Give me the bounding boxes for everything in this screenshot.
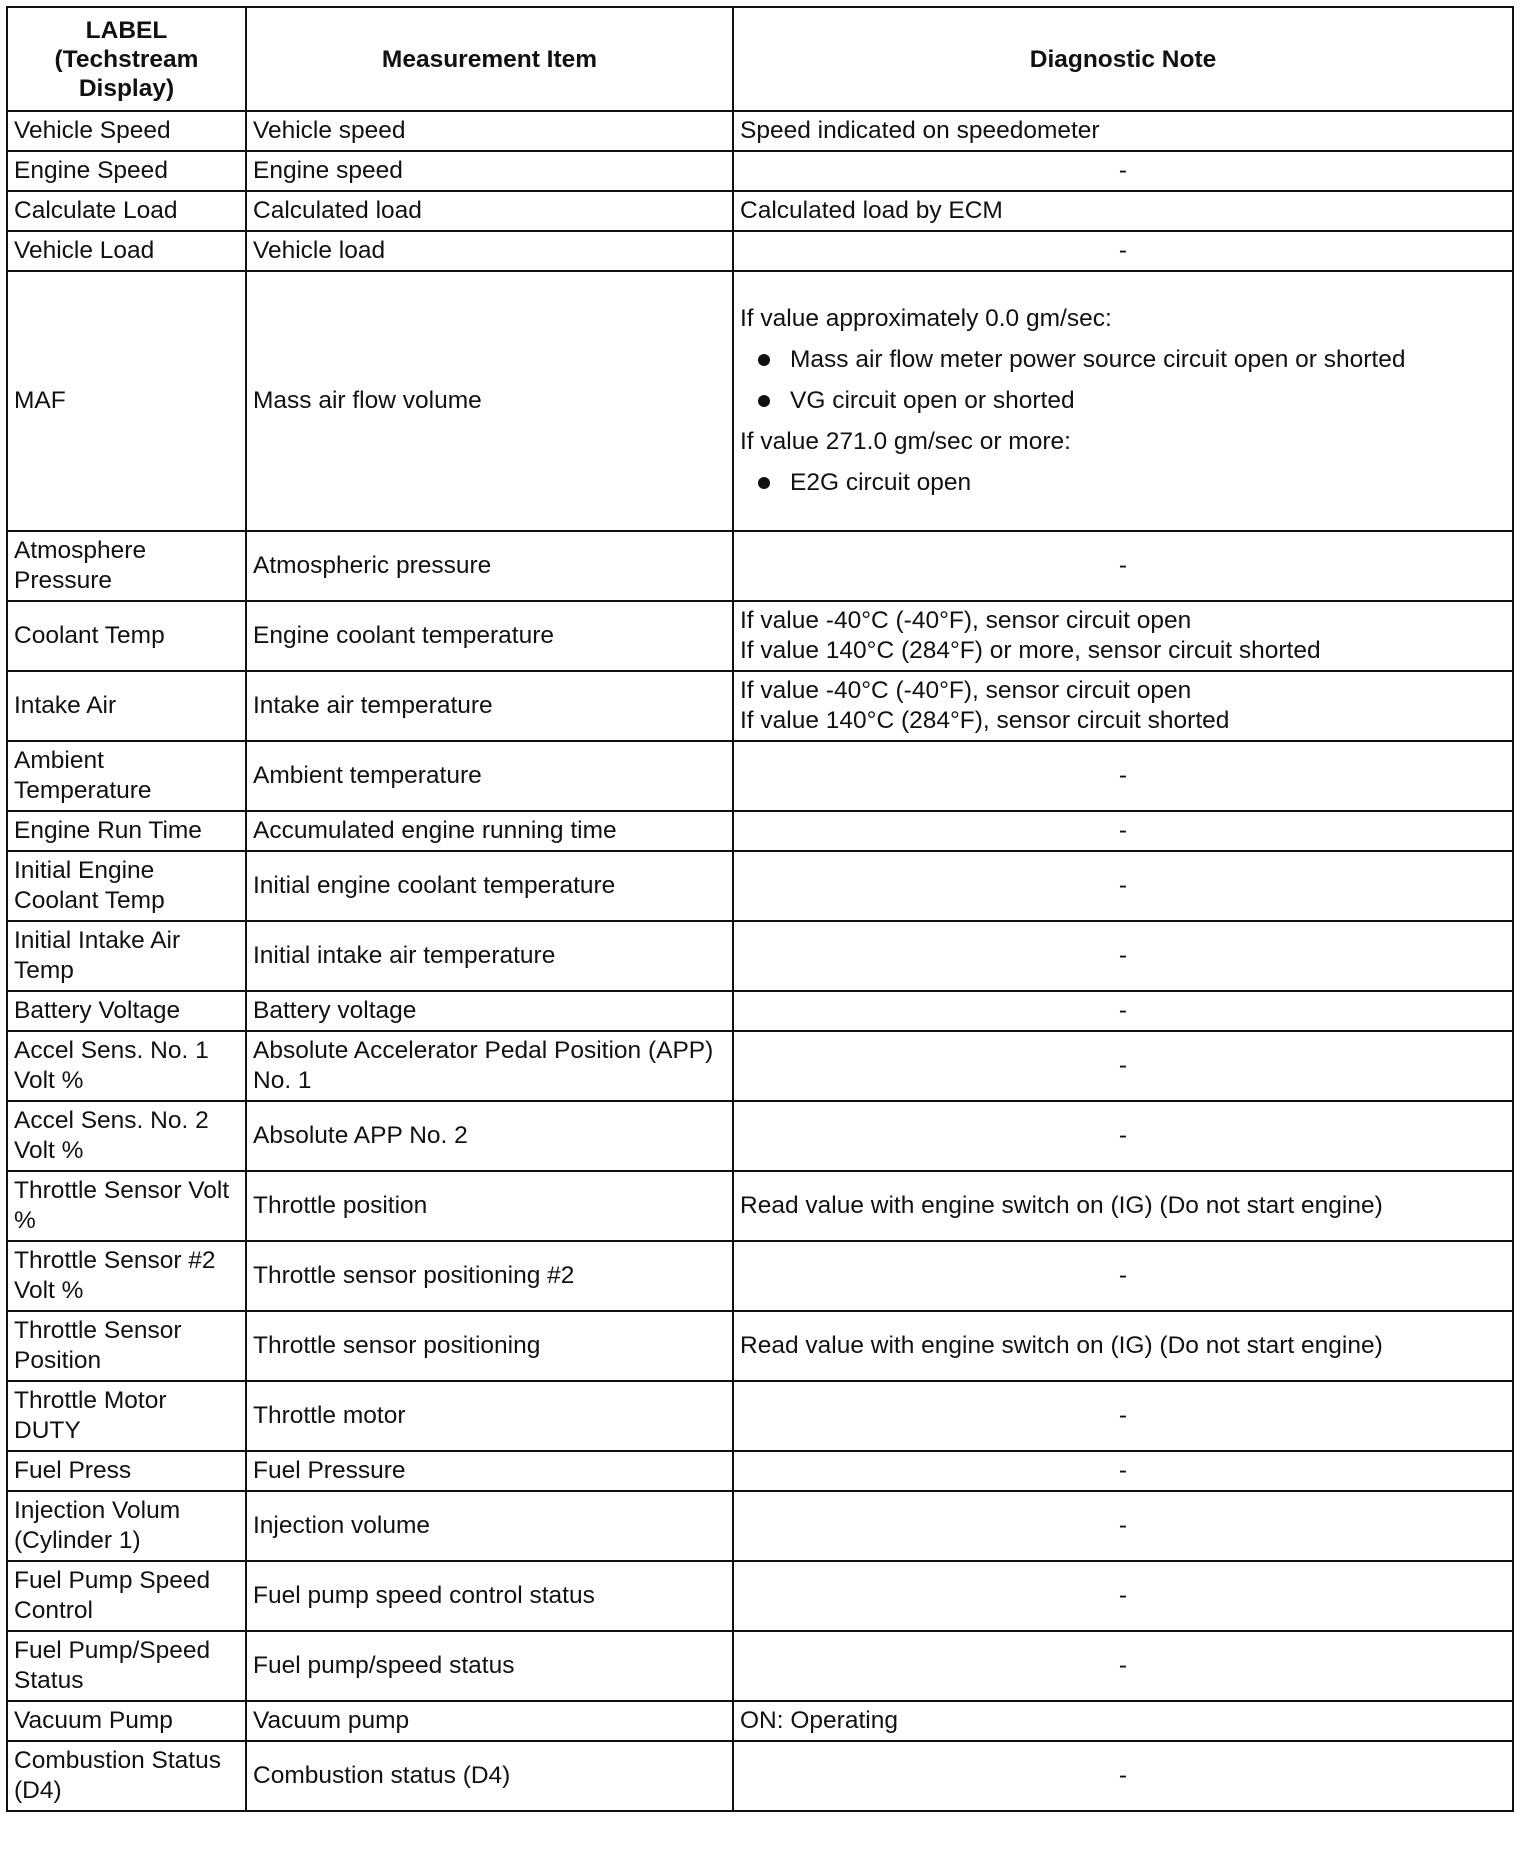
- bullet-icon: [758, 395, 770, 407]
- cell-item: Vehicle speed: [246, 111, 733, 151]
- table-row: [7, 1631, 1513, 1701]
- cell-label: [7, 921, 246, 991]
- label-line: Accel Sens. No. 2: [14, 1107, 209, 1134]
- note-bullet-text: E2G circuit open: [790, 469, 972, 496]
- table-row: [7, 531, 1513, 601]
- label-line: DUTY: [14, 1417, 81, 1444]
- header-label-line: LABEL: [85, 16, 168, 44]
- label-line: Injection Volum: [14, 1497, 181, 1524]
- cell-note: -: [733, 921, 1513, 991]
- label-line: Volt %: [14, 1277, 84, 1304]
- cell-label: Vacuum Pump: [7, 1701, 246, 1741]
- label-line: Throttle Sensor #2: [14, 1247, 216, 1274]
- cell-label: [7, 851, 246, 921]
- cell-item: Atmospheric pressure: [246, 531, 733, 601]
- cell-note: -: [733, 1451, 1513, 1491]
- cell-item: Throttle sensor positioning #2: [246, 1241, 733, 1311]
- table-row: [7, 1381, 1513, 1451]
- cell-note: -: [733, 151, 1513, 191]
- label-line: Throttle Sensor: [14, 1317, 182, 1344]
- table-row: [7, 111, 1513, 151]
- label-line: Throttle Sensor Volt: [14, 1177, 230, 1204]
- cell-note: -: [733, 741, 1513, 811]
- cell-label: Engine Run Time: [7, 811, 246, 851]
- table-row: [7, 1741, 1513, 1811]
- cell-note: Calculated load by ECM: [733, 191, 1513, 231]
- table-row: [7, 1241, 1513, 1311]
- note-line: If value -40°C (-40°F), sensor circuit open: [740, 607, 1192, 634]
- cell-note: -: [733, 1631, 1513, 1701]
- label-line: Temp: [14, 957, 74, 984]
- cell-label: Vehicle Speed: [7, 111, 246, 151]
- cell-label: [7, 1311, 246, 1381]
- cell-note: -: [733, 1561, 1513, 1631]
- cell-label: [7, 1031, 246, 1101]
- table-row: [7, 271, 1513, 531]
- label-line: Status: [14, 1667, 84, 1694]
- cell-item: [246, 1031, 733, 1101]
- item-line: No. 1: [253, 1067, 312, 1094]
- note-line: If value -40°C (-40°F), sensor circuit open: [740, 677, 1192, 704]
- label-line: Control: [14, 1597, 93, 1624]
- label-line: Volt %: [14, 1067, 84, 1094]
- cell-note: -: [733, 231, 1513, 271]
- cell-note: Read value with engine switch on (IG) (Do not start engine): [733, 1171, 1513, 1241]
- label-line: Initial Engine: [14, 857, 155, 884]
- cell-note: [733, 601, 1513, 671]
- cell-item: Combustion status (D4): [246, 1741, 733, 1811]
- note-line: If value 140°C (284°F) or more, sensor circuit shorted: [740, 637, 1321, 664]
- cell-label: [7, 1741, 246, 1811]
- label-line: Coolant Temp: [14, 887, 165, 914]
- table-row: [7, 1101, 1513, 1171]
- note-bullet-text: VG circuit open or shorted: [790, 387, 1075, 414]
- label-line: Accel Sens. No. 1: [14, 1037, 209, 1064]
- cell-note: -: [733, 1381, 1513, 1451]
- label-line: Throttle Motor: [14, 1387, 167, 1414]
- cell-item: Initial intake air temperature: [246, 921, 733, 991]
- label-line: Fuel Pump Speed: [14, 1567, 211, 1594]
- table-header-row: [7, 7, 1513, 111]
- table-row: [7, 1171, 1513, 1241]
- cell-note: -: [733, 851, 1513, 921]
- cell-item: Throttle motor: [246, 1381, 733, 1451]
- cell-item: Throttle position: [246, 1171, 733, 1241]
- note-paragraph: If value 271.0 gm/sec or more:: [740, 428, 1071, 455]
- cell-item: Vacuum pump: [246, 1701, 733, 1741]
- cell-note: -: [733, 1491, 1513, 1561]
- table-row: [7, 671, 1513, 741]
- label-line: Pressure: [14, 567, 113, 594]
- cell-note: Speed indicated on speedometer: [733, 111, 1513, 151]
- cell-note: [733, 271, 1513, 531]
- cell-label: [7, 1241, 246, 1311]
- table-row: [7, 1031, 1513, 1101]
- label-line: Volt %: [14, 1137, 84, 1164]
- cell-note: -: [733, 1101, 1513, 1171]
- cell-label: Intake Air: [7, 671, 246, 741]
- table-row: [7, 191, 1513, 231]
- cell-note: -: [733, 1741, 1513, 1811]
- bullet-icon: [758, 477, 770, 489]
- cell-label: [7, 1381, 246, 1451]
- header-measurement-item: Measurement Item: [246, 7, 733, 111]
- table-row: [7, 151, 1513, 191]
- table-row: [7, 921, 1513, 991]
- cell-item: Absolute APP No. 2: [246, 1101, 733, 1171]
- table-row: [7, 811, 1513, 851]
- cell-note: -: [733, 531, 1513, 601]
- cell-note: [733, 671, 1513, 741]
- cell-label: Coolant Temp: [7, 601, 246, 671]
- label-line: Combustion Status: [14, 1747, 221, 1774]
- header-diagnostic-note: Diagnostic Note: [733, 7, 1513, 111]
- cell-label: [7, 1491, 246, 1561]
- note-paragraph: If value approximately 0.0 gm/sec:: [740, 305, 1112, 332]
- cell-label: Fuel Press: [7, 1451, 246, 1491]
- cell-item: Ambient temperature: [246, 741, 733, 811]
- cell-label: [7, 741, 246, 811]
- table-row: [7, 991, 1513, 1031]
- label-line: Initial Intake Air: [14, 927, 181, 954]
- cell-label: MAF: [7, 271, 246, 531]
- cell-label: [7, 531, 246, 601]
- table-row: [7, 1701, 1513, 1741]
- cell-note: -: [733, 811, 1513, 851]
- cell-item: Engine coolant temperature: [246, 601, 733, 671]
- cell-item: Initial engine coolant temperature: [246, 851, 733, 921]
- label-line: (D4): [14, 1777, 62, 1804]
- item-line: Absolute Accelerator Pedal Position (APP): [253, 1037, 714, 1064]
- cell-item: Engine speed: [246, 151, 733, 191]
- cell-item: Vehicle load: [246, 231, 733, 271]
- table-row: [7, 601, 1513, 671]
- cell-label: Calculate Load: [7, 191, 246, 231]
- table-row: [7, 1491, 1513, 1561]
- label-line: Temperature: [14, 777, 152, 804]
- cell-item: Calculated load: [246, 191, 733, 231]
- cell-item: Intake air temperature: [246, 671, 733, 741]
- label-line: Atmosphere: [14, 537, 147, 564]
- label-line: Position: [14, 1347, 102, 1374]
- diagnostic-data-table: [6, 6, 1514, 1812]
- cell-note: -: [733, 1241, 1513, 1311]
- header-label-line: (Techstream: [54, 45, 199, 73]
- cell-note: -: [733, 991, 1513, 1031]
- table-row: [7, 1311, 1513, 1381]
- note-bullet: [740, 386, 1506, 416]
- header-label: [7, 7, 246, 111]
- bullet-icon: [758, 354, 770, 366]
- table-row: [7, 231, 1513, 271]
- cell-note: -: [733, 1031, 1513, 1101]
- header-label-line: Display): [78, 74, 175, 102]
- cell-item: Fuel pump speed control status: [246, 1561, 733, 1631]
- cell-item: Mass air flow volume: [246, 271, 733, 531]
- cell-label: Battery Voltage: [7, 991, 246, 1031]
- cell-item: Accumulated engine running time: [246, 811, 733, 851]
- label-line: (Cylinder 1): [14, 1527, 141, 1554]
- cell-label: [7, 1631, 246, 1701]
- cell-label: [7, 1561, 246, 1631]
- cell-item: Fuel pump/speed status: [246, 1631, 733, 1701]
- cell-item: Battery voltage: [246, 991, 733, 1031]
- note-line: If value 140°C (284°F), sensor circuit shorted: [740, 707, 1230, 734]
- label-line: Ambient: [14, 747, 104, 774]
- table-row: [7, 1451, 1513, 1491]
- cell-label: [7, 1171, 246, 1241]
- table-row: [7, 1561, 1513, 1631]
- table-row: [7, 851, 1513, 921]
- cell-label: Vehicle Load: [7, 231, 246, 271]
- cell-label: [7, 1101, 246, 1171]
- cell-item: Throttle sensor positioning: [246, 1311, 733, 1381]
- cell-note: Read value with engine switch on (IG) (Do not start engine): [733, 1311, 1513, 1381]
- label-line: %: [14, 1207, 36, 1234]
- note-bullet: [740, 468, 1506, 498]
- table-row: [7, 741, 1513, 811]
- note-bullet: [740, 345, 1506, 375]
- cell-note: ON: Operating: [733, 1701, 1513, 1741]
- note-bullet-text: Mass air flow meter power source circuit open or shorted: [790, 346, 1406, 373]
- cell-label: Engine Speed: [7, 151, 246, 191]
- label-line: Fuel Pump/Speed: [14, 1637, 211, 1664]
- cell-item: Injection volume: [246, 1491, 733, 1561]
- cell-item: Fuel Pressure: [246, 1451, 733, 1491]
